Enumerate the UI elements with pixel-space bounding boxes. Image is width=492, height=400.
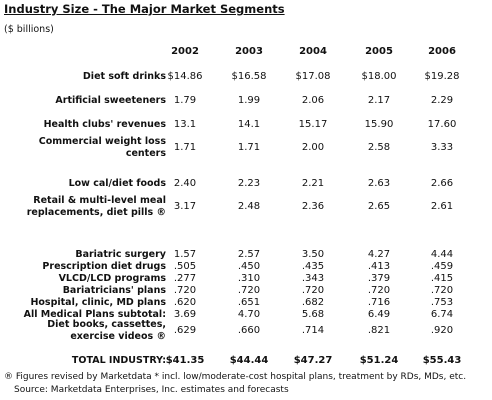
table-cell: .682 (301, 297, 325, 308)
table-cell: $55.43 (422, 355, 462, 366)
table-cell: $16.58 (231, 71, 267, 82)
year-header: 2006 (428, 46, 456, 57)
table-cell: 2.65 (367, 201, 391, 212)
row-label: Low cal/diet foods (68, 178, 166, 189)
units-label: ($ billions) (4, 24, 54, 35)
year-header: 2003 (235, 46, 263, 57)
table-cell: 2.29 (430, 95, 454, 106)
row-label: Health clubs' revenues (43, 119, 166, 130)
table-cell: 2.66 (430, 178, 454, 189)
row-label: Retail & multi-level meal replacements, diet pills ® (26, 195, 166, 218)
table-cell: 1.79 (173, 95, 197, 106)
table-cell: 4.44 (430, 249, 454, 260)
table-cell: .716 (367, 297, 391, 308)
table-cell: 4.27 (367, 249, 391, 260)
table-cell: 1.57 (173, 249, 197, 260)
table-cell: $18.00 (361, 71, 397, 82)
table-cell: $51.24 (359, 355, 399, 366)
table-cell: 13.1 (173, 119, 197, 130)
table-cell: .505 (173, 261, 197, 272)
table-cell: .660 (237, 325, 261, 336)
table-cell: .277 (173, 273, 197, 284)
table-cell: 2.36 (301, 201, 325, 212)
table-cell: .459 (430, 261, 454, 272)
table-cell: $17.08 (295, 71, 331, 82)
table-cell: $47.27 (293, 355, 333, 366)
table-cell: 1.99 (237, 95, 261, 106)
table-cell: .415 (430, 273, 454, 284)
table-cell: 2.23 (237, 178, 261, 189)
table-cell: 5.68 (301, 309, 325, 320)
table-cell: 3.50 (301, 249, 325, 260)
table-cell: 1.71 (237, 142, 261, 153)
table-cell: .435 (301, 261, 325, 272)
table-cell: 2.21 (301, 178, 325, 189)
row-label: All Medical Plans subtotal: (23, 309, 166, 320)
row-label: Bariatricians' plans (62, 285, 166, 296)
table-cell: 4.70 (237, 309, 261, 320)
table-cell: .720 (301, 285, 325, 296)
table-cell: .821 (367, 325, 391, 336)
row-label: Hospital, clinic, MD plans (30, 297, 166, 308)
table-cell: .920 (430, 325, 454, 336)
table-cell: 2.48 (237, 201, 261, 212)
table-cell: .714 (301, 325, 325, 336)
table-cell: 2.58 (367, 142, 391, 153)
table-cell: 6.74 (430, 309, 454, 320)
table-cell: 3.17 (173, 201, 197, 212)
table-cell: .753 (430, 297, 454, 308)
table-cell: 15.90 (364, 119, 394, 130)
table-cell: 15.17 (298, 119, 328, 130)
table-cell: $41.35 (165, 355, 205, 366)
table-cell: .343 (301, 273, 325, 284)
table-cell: 3.33 (430, 142, 454, 153)
row-label: Diet books, cassettes, exercise videos ® (47, 319, 166, 342)
table-cell: .720 (430, 285, 454, 296)
table-cell: .629 (173, 325, 197, 336)
table-cell: .450 (237, 261, 261, 272)
table-cell: .720 (237, 285, 261, 296)
table-cell: .413 (367, 261, 391, 272)
year-header: 2002 (171, 46, 199, 57)
table-cell: $44.44 (229, 355, 269, 366)
row-label: Commercial weight loss centers (38, 136, 166, 159)
table-cell: 17.60 (427, 119, 457, 130)
table-cell: 2.17 (367, 95, 391, 106)
row-label: Bariatric surgery (75, 249, 166, 260)
row-label: Prescription diet drugs (42, 261, 166, 272)
year-header: 2005 (365, 46, 393, 57)
footnote: ® Figures revised by Marketdata * incl. low/moderate-cost hospital plans, treatment by RDs, MDs, etc. (4, 372, 467, 382)
table-cell: 2.61 (430, 201, 454, 212)
year-header: 2004 (299, 46, 327, 57)
table-cell: 2.00 (301, 142, 325, 153)
source-note: Source: Marketdata Enterprises, Inc. estimates and forecasts (14, 385, 289, 395)
year-header-row (0, 46, 492, 60)
row-label: Diet soft drinks (82, 71, 166, 82)
table-cell: $14.86 (167, 71, 203, 82)
table-cell: .651 (237, 297, 261, 308)
row-label: Artificial sweeteners (55, 95, 166, 106)
table-cell: .310 (237, 273, 261, 284)
table-cell: 3.69 (173, 309, 197, 320)
table-cell: .620 (173, 297, 197, 308)
table-cell: 14.1 (237, 119, 261, 130)
table-cell: .720 (367, 285, 391, 296)
table-cell: 2.40 (173, 178, 197, 189)
table-cell: 2.63 (367, 178, 391, 189)
table-cell: .720 (173, 285, 197, 296)
table-cell: $19.28 (424, 71, 460, 82)
page-title: Industry Size - The Major Market Segments (4, 2, 285, 16)
table-cell: 2.06 (301, 95, 325, 106)
row-label: TOTAL INDUSTRY: (71, 355, 166, 366)
table-cell: .379 (367, 273, 391, 284)
row-label: VLCD/LCD programs (58, 273, 166, 284)
table-cell: 1.71 (173, 142, 197, 153)
table-cell: 2.57 (237, 249, 261, 260)
table-cell: 6.49 (367, 309, 391, 320)
